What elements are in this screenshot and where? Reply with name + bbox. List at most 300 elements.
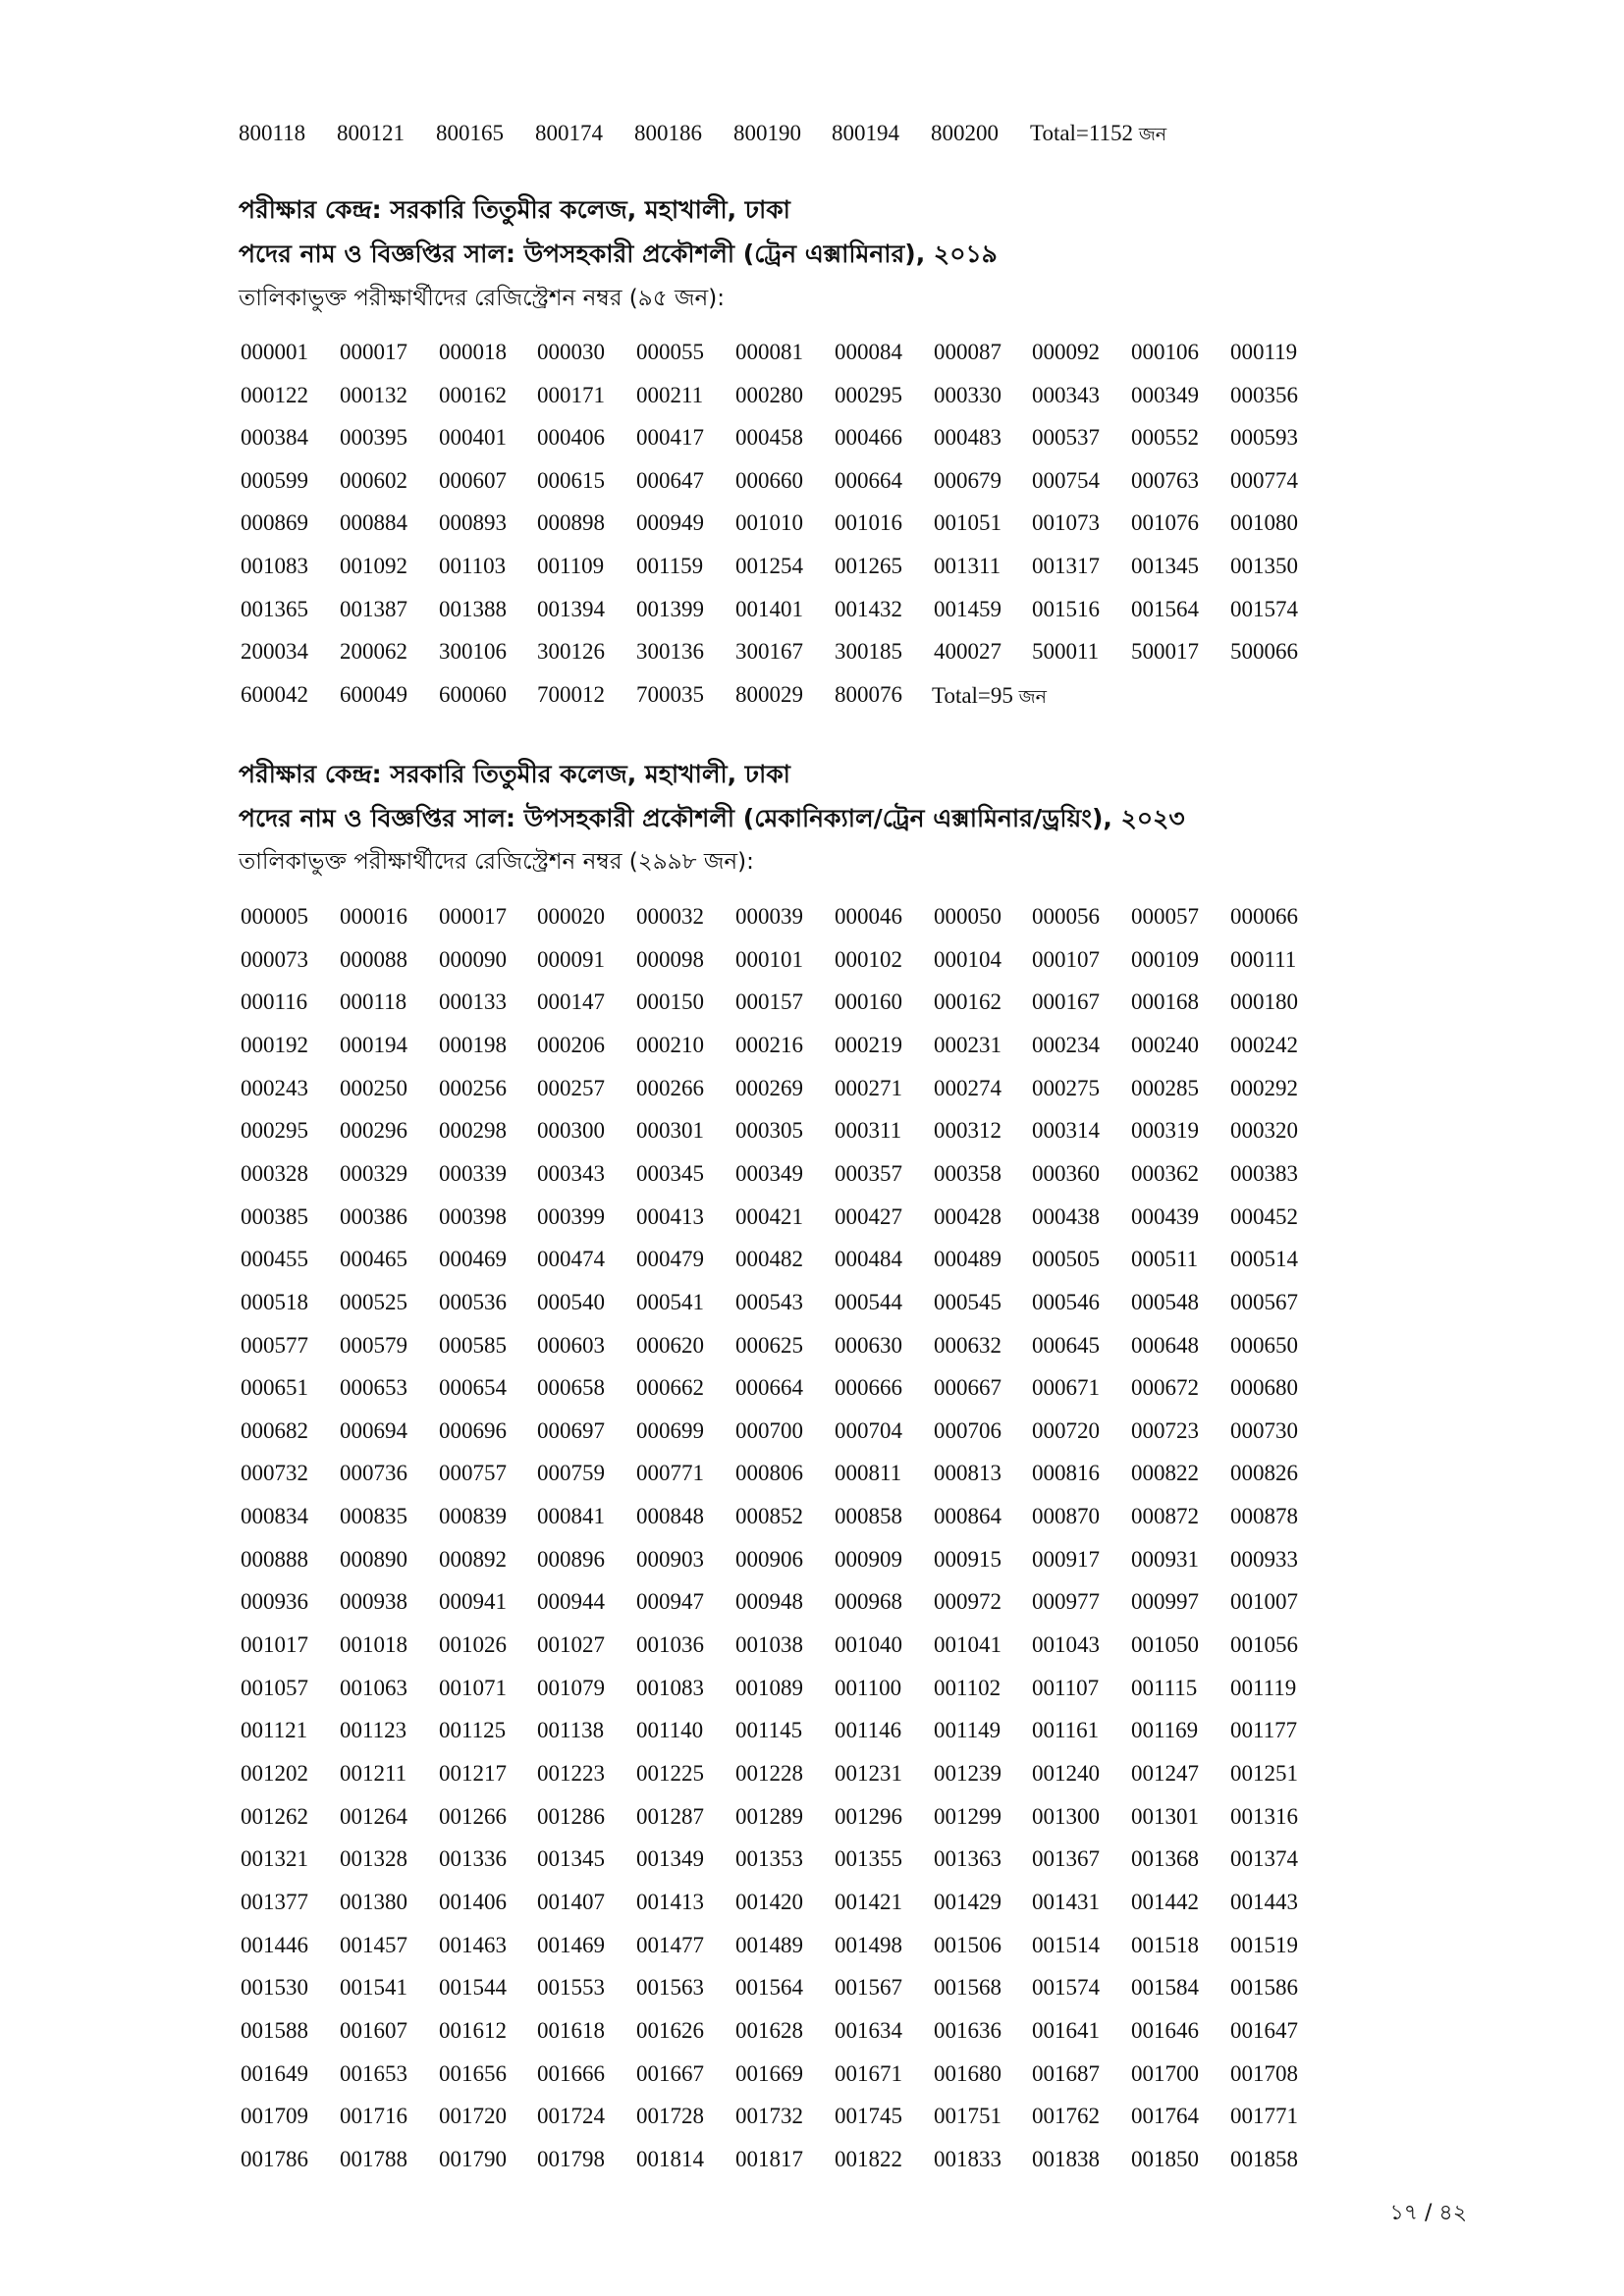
registration-number: 000399 <box>537 1203 605 1229</box>
registration-number: 000329 <box>340 1160 407 1186</box>
registration-number: 001574 <box>1032 1975 1100 2001</box>
registration-number: 000421 <box>735 1203 803 1229</box>
registration-number: 000343 <box>537 1160 605 1186</box>
registration-number: 001040 <box>835 1632 902 1658</box>
registration-number: 000936 <box>241 1589 308 1615</box>
registration-number: 000813 <box>934 1461 1001 1486</box>
registration-number: 001588 <box>241 2017 308 2043</box>
registration-number: 000771 <box>636 1461 704 1486</box>
registration-number: 000269 <box>735 1075 803 1100</box>
registration-number: 300106 <box>439 639 507 665</box>
registration-number: 000339 <box>439 1160 507 1186</box>
registration-number: 001107 <box>1032 1675 1100 1700</box>
registration-number: 000625 <box>735 1332 803 1358</box>
registration-number: 000816 <box>1032 1461 1100 1486</box>
registration-number: 001217 <box>439 1761 507 1786</box>
registration-number: 000452 <box>1230 1203 1298 1229</box>
registration-number: 000102 <box>835 946 902 972</box>
registration-number: 001709 <box>241 2104 308 2129</box>
registration-number: 000536 <box>439 1289 507 1314</box>
registration-number: 000242 <box>1230 1032 1298 1057</box>
registration-number: 000050 <box>934 904 1001 929</box>
registration-number: 500066 <box>1230 639 1298 665</box>
registration-number: 000653 <box>340 1375 407 1401</box>
registration-number: 800029 <box>735 681 803 707</box>
registration-number: 001317 <box>1032 554 1100 578</box>
registration-number: 000295 <box>835 382 902 407</box>
registration-number: 000413 <box>636 1203 704 1229</box>
registration-number: 001228 <box>735 1761 803 1786</box>
registration-number: 000301 <box>636 1118 704 1144</box>
registration-number: 000546 <box>1032 1289 1100 1314</box>
registration-number: 001036 <box>636 1632 704 1658</box>
registration-number: 001457 <box>340 1932 407 1957</box>
registration-number: 001301 <box>1131 1803 1199 1829</box>
registration-number: 000111 <box>1230 946 1297 972</box>
registration-number: 001287 <box>636 1803 704 1829</box>
registration-number: 001239 <box>934 1761 1001 1786</box>
registration-number: 001432 <box>835 596 902 621</box>
registration-number: 000593 <box>1230 425 1298 451</box>
registration-number: 000311 <box>835 1118 902 1144</box>
registration-number: 001041 <box>934 1632 1001 1658</box>
registration-number: 001018 <box>340 1632 407 1658</box>
registration-number: 000667 <box>934 1375 1001 1401</box>
registration-number: 001817 <box>735 2146 803 2171</box>
registration-number: 000682 <box>241 1417 308 1443</box>
registration-number: 000349 <box>735 1160 803 1186</box>
registration-number: 000870 <box>1032 1504 1100 1529</box>
registration-number: 000458 <box>735 425 803 451</box>
registration-number: 800121 <box>337 121 405 145</box>
registration-number: 001406 <box>439 1889 507 1914</box>
registration-number: 001724 <box>537 2104 605 2129</box>
registration-number: 001380 <box>340 1889 407 1914</box>
registration-number: 001541 <box>340 1975 407 2001</box>
registration-number: 000231 <box>934 1032 1001 1057</box>
registration-number: 001489 <box>735 1932 803 1957</box>
post-name-heading: পদের নাম ও বিজ্ঞপ্তির সাল: উপসহকারী প্রকৌশলী (ট্রেন এক্সামিনার), ২০১৯ <box>239 240 998 268</box>
registration-number: 000806 <box>735 1461 803 1486</box>
registration-number: 001286 <box>537 1803 605 1829</box>
registration-number: 001262 <box>241 1803 308 1829</box>
registration-number: 001567 <box>835 1975 902 2001</box>
registration-number: 000537 <box>1032 425 1100 451</box>
registration-number: 300126 <box>537 639 605 665</box>
registration-number: 001680 <box>934 2060 1001 2086</box>
registration-number: 001514 <box>1032 1932 1100 1957</box>
registration-number: 000893 <box>439 510 507 536</box>
registration-number: 001076 <box>1131 510 1199 536</box>
registration-number: 001027 <box>537 1632 605 1658</box>
registration-number: 000732 <box>241 1461 308 1486</box>
registration-number: 000540 <box>537 1289 605 1314</box>
registration-number: 400027 <box>934 639 1001 665</box>
registration-number: 000577 <box>241 1332 308 1358</box>
registration-number: 001628 <box>735 2017 803 2043</box>
registration-number: 600042 <box>241 681 308 707</box>
registration-number: 000858 <box>835 1504 902 1529</box>
registration-number: 001653 <box>340 2060 407 2086</box>
registration-number: 000298 <box>439 1118 507 1144</box>
registration-number: 000106 <box>1131 340 1199 364</box>
registration-number: 001121 <box>241 1718 308 1743</box>
registration-number: 001109 <box>537 554 605 578</box>
registration-number: 000005 <box>241 904 308 929</box>
registration-number: 000386 <box>340 1203 407 1229</box>
registration-number: 000296 <box>340 1118 407 1144</box>
registration-number: 001649 <box>241 2060 308 2086</box>
registration-number: 000384 <box>241 425 308 451</box>
registration-list-label: তালিকাভুক্ত পরীক্ষার্থীদের রেজিস্ট্রেশন নম্বর (৯৫ জন): <box>239 286 725 311</box>
registration-number: 000395 <box>340 425 407 451</box>
registration-number: 001850 <box>1131 2146 1199 2171</box>
registration-number: 000243 <box>241 1075 308 1100</box>
registration-number: 000479 <box>636 1247 704 1272</box>
registration-number: 000345 <box>636 1160 704 1186</box>
registration-number: 000647 <box>636 467 704 493</box>
registration-number: 000073 <box>241 946 308 972</box>
registration-number: 000118 <box>340 989 407 1015</box>
registration-number: 000841 <box>537 1504 605 1529</box>
registration-number: 000020 <box>537 904 605 929</box>
registration-number: 000090 <box>439 946 507 972</box>
registration-number: 000567 <box>1230 1289 1298 1314</box>
registration-number: 000292 <box>1230 1075 1298 1100</box>
registration-number: 000210 <box>636 1032 704 1057</box>
registration-number: 000055 <box>636 340 704 364</box>
registration-number: 000362 <box>1131 1160 1199 1186</box>
registration-number: 000548 <box>1131 1289 1199 1314</box>
registration-number: 001251 <box>1230 1761 1298 1786</box>
registration-number: 000081 <box>735 340 803 364</box>
registration-number: 000658 <box>537 1375 605 1401</box>
registration-number: 001149 <box>934 1718 1001 1743</box>
registration-number: 001612 <box>439 2017 507 2043</box>
registration-number: 001463 <box>439 1932 507 1957</box>
registration-number: 800118 <box>239 121 306 145</box>
registration-number: 000884 <box>340 510 407 536</box>
registration-number: 000406 <box>537 425 605 451</box>
registration-number: 001119 <box>1230 1675 1297 1700</box>
registration-number: 000300 <box>537 1118 605 1144</box>
registration-number: 001564 <box>1131 596 1199 621</box>
registration-number: 000602 <box>340 467 407 493</box>
registration-number: 000312 <box>934 1118 1001 1144</box>
registration-number: 000915 <box>934 1546 1001 1572</box>
registration-number: 000358 <box>934 1160 1001 1186</box>
registration-number: 000107 <box>1032 946 1100 972</box>
registration-number: 001355 <box>835 1846 902 1872</box>
registration-number: 001716 <box>340 2104 407 2129</box>
registration-number: 001159 <box>636 554 704 578</box>
registration-number: 001764 <box>1131 2104 1199 2129</box>
registration-number: 000848 <box>636 1504 704 1529</box>
registration-number: 001223 <box>537 1761 605 1786</box>
registration-number: 000839 <box>439 1504 507 1529</box>
registration-number: 001786 <box>241 2146 308 2171</box>
registration-number: 000720 <box>1032 1417 1100 1443</box>
registration-number: 000544 <box>835 1289 902 1314</box>
registration-number: 001254 <box>735 554 803 578</box>
registration-number: 000654 <box>439 1375 507 1401</box>
registration-number: 000275 <box>1032 1075 1100 1100</box>
registration-number: 000968 <box>835 1589 902 1615</box>
registration-number: 001092 <box>340 554 407 578</box>
registration-number: 001311 <box>934 554 1001 578</box>
registration-number: 000909 <box>835 1546 902 1572</box>
registration-number: 001459 <box>934 596 1001 621</box>
registration-number: 001838 <box>1032 2146 1100 2171</box>
registration-number: 001666 <box>537 2060 605 2086</box>
registration-number: 001123 <box>340 1718 407 1743</box>
registration-number: 000632 <box>934 1332 1001 1358</box>
registration-number: 000474 <box>537 1247 605 1272</box>
registration-number: 000357 <box>835 1160 902 1186</box>
registration-number: 001247 <box>1131 1761 1199 1786</box>
registration-number: 001518 <box>1131 1932 1199 1957</box>
registration-number: 001345 <box>537 1846 605 1872</box>
registration-number: 000482 <box>735 1247 803 1272</box>
registration-number: 000147 <box>537 989 605 1015</box>
registration-number: 001374 <box>1230 1846 1298 1872</box>
registration-number: 001146 <box>835 1718 902 1743</box>
registration-number: 001720 <box>439 2104 507 2129</box>
registration-number: 000607 <box>439 467 507 493</box>
registration-number: 001394 <box>537 596 605 621</box>
registration-number: 001634 <box>835 2017 902 2043</box>
registration-number: 000662 <box>636 1375 704 1401</box>
registration-number: 000525 <box>340 1289 407 1314</box>
registration-number: 001506 <box>934 1932 1001 1957</box>
registration-number: 000168 <box>1131 989 1199 1015</box>
registration-number: 001646 <box>1131 2017 1199 2043</box>
registration-number: 000398 <box>439 1203 507 1229</box>
registration-number: 000017 <box>340 340 407 364</box>
registration-number: 000234 <box>1032 1032 1100 1057</box>
registration-number: 001007 <box>1230 1589 1298 1615</box>
registration-number: 001626 <box>636 2017 704 2043</box>
registration-number: 000949 <box>636 510 704 536</box>
registration-number: 000030 <box>537 340 605 364</box>
registration-number: 001169 <box>1131 1718 1199 1743</box>
registration-number: 001365 <box>241 596 308 621</box>
registration-number: 001667 <box>636 2060 704 2086</box>
registration-number: 000696 <box>439 1417 507 1443</box>
registration-number: 000585 <box>439 1332 507 1358</box>
registration-number: 001328 <box>340 1846 407 1872</box>
registration-number: 000091 <box>537 946 605 972</box>
registration-number: 500017 <box>1131 639 1199 665</box>
registration-number: 001083 <box>241 554 308 578</box>
registration-number: 001388 <box>439 596 507 621</box>
registration-number: 000257 <box>537 1075 605 1100</box>
registration-number: 200034 <box>241 639 308 665</box>
registration-number: 000150 <box>636 989 704 1015</box>
registration-number: 000484 <box>835 1247 902 1272</box>
registration-number: 000295 <box>241 1118 308 1144</box>
registration-list-label: তালিকাভুক্ত পরীক্ষার্থীদের রেজিস্ট্রেশন নম্বর (২৯৯৮ জন): <box>239 849 754 875</box>
registration-number: 300167 <box>735 639 803 665</box>
registration-number: 000648 <box>1131 1332 1199 1358</box>
registration-number: 001138 <box>537 1718 605 1743</box>
registration-number: 000274 <box>934 1075 1001 1100</box>
registration-number: 001336 <box>439 1846 507 1872</box>
registration-number: 001080 <box>1230 510 1298 536</box>
registration-number: 000216 <box>735 1032 803 1057</box>
registration-number: 001345 <box>1131 554 1199 578</box>
registration-number: 001300 <box>1032 1803 1100 1829</box>
registration-number: 000666 <box>835 1375 902 1401</box>
registration-number: 001586 <box>1230 1975 1298 2001</box>
registration-number: 001057 <box>241 1675 308 1700</box>
registration-number: 001140 <box>636 1718 704 1743</box>
registration-number: 001564 <box>735 1975 803 2001</box>
registration-number: 001363 <box>934 1846 1001 1872</box>
registration-number: 000016 <box>340 904 407 929</box>
registration-number: 001814 <box>636 2146 704 2171</box>
registration-number: 000084 <box>835 340 902 364</box>
registration-number: 000198 <box>439 1032 507 1057</box>
registration-number: 001407 <box>537 1889 605 1914</box>
registration-number: 000133 <box>439 989 507 1015</box>
registration-number: 001100 <box>835 1675 902 1700</box>
registration-number: 000947 <box>636 1589 704 1615</box>
registration-number: 001498 <box>835 1932 902 1957</box>
registration-number: 000057 <box>1131 904 1199 929</box>
registration-number: 000620 <box>636 1332 704 1358</box>
registration-number: 000119 <box>1230 340 1298 364</box>
registration-number: 000543 <box>735 1289 803 1314</box>
registration-number: 000466 <box>835 425 902 451</box>
registration-number: 000645 <box>1032 1332 1100 1358</box>
registration-number: 000650 <box>1230 1332 1298 1358</box>
registration-number: 001377 <box>241 1889 308 1914</box>
registration-number: 000285 <box>1131 1075 1199 1100</box>
registration-number: 800165 <box>436 121 504 145</box>
registration-number: 000545 <box>934 1289 1001 1314</box>
registration-number: 000514 <box>1230 1247 1298 1272</box>
registration-number: 001771 <box>1230 2104 1298 2129</box>
registration-number: 000671 <box>1032 1375 1100 1401</box>
registration-number: 001010 <box>735 510 803 536</box>
registration-number: 000018 <box>439 340 507 364</box>
registration-number: 001401 <box>735 596 803 621</box>
registration-number: 000109 <box>1131 946 1199 972</box>
registration-number: 500011 <box>1032 639 1100 665</box>
registration-number: 000579 <box>340 1332 407 1358</box>
registration-number: 001728 <box>636 2104 704 2129</box>
registration-number: 000852 <box>735 1504 803 1529</box>
registration-number: 001790 <box>439 2146 507 2171</box>
registration-number: 000672 <box>1131 1375 1199 1401</box>
registration-number: 001289 <box>735 1803 803 1829</box>
registration-number: 000933 <box>1230 1546 1298 1572</box>
registration-number: 001530 <box>241 1975 308 2001</box>
registration-number: 000931 <box>1131 1546 1199 1572</box>
registration-number: 000552 <box>1131 425 1199 451</box>
registration-number: 800194 <box>832 121 899 145</box>
registration-number: 001421 <box>835 1889 902 1914</box>
registration-number: 001071 <box>439 1675 507 1700</box>
registration-number: 000977 <box>1032 1589 1100 1615</box>
registration-number: 000826 <box>1230 1461 1298 1486</box>
registration-number: 001563 <box>636 1975 704 2001</box>
registration-number: 000878 <box>1230 1504 1298 1529</box>
registration-number: 001316 <box>1230 1803 1298 1829</box>
registration-number: 001225 <box>636 1761 704 1786</box>
registration-number: 001858 <box>1230 2146 1298 2171</box>
registration-number: 000314 <box>1032 1118 1100 1144</box>
registration-number: 800174 <box>535 121 603 145</box>
registration-number: 000469 <box>439 1247 507 1272</box>
registration-number: 001145 <box>735 1718 803 1743</box>
registration-number: 000834 <box>241 1504 308 1529</box>
registration-number: 000330 <box>934 382 1001 407</box>
registration-number: 000890 <box>340 1546 407 1572</box>
registration-number: 000160 <box>835 989 902 1015</box>
registration-number: 001687 <box>1032 2060 1100 2086</box>
registration-number: 000439 <box>1131 1203 1199 1229</box>
registration-number: 001125 <box>439 1718 507 1743</box>
registration-number: 001516 <box>1032 596 1100 621</box>
registration-number: 000505 <box>1032 1247 1100 1272</box>
registration-number: 000630 <box>835 1332 902 1358</box>
registration-number: 001367 <box>1032 1846 1100 1872</box>
registration-number: 000056 <box>1032 904 1100 929</box>
registration-number: 000280 <box>735 382 803 407</box>
registration-number: 001413 <box>636 1889 704 1914</box>
registration-number: 800190 <box>733 121 801 145</box>
registration-number: 001299 <box>934 1803 1001 1829</box>
registration-number: 000122 <box>241 382 308 407</box>
registration-number: 000266 <box>636 1075 704 1100</box>
registration-number: 600049 <box>340 681 407 707</box>
registration-number: 000699 <box>636 1417 704 1443</box>
registration-number: 001102 <box>934 1675 1001 1700</box>
registration-number: 000465 <box>340 1247 407 1272</box>
registration-number: 001296 <box>835 1803 902 1829</box>
registration-number: 000428 <box>934 1203 1001 1229</box>
registration-number: 000116 <box>241 989 308 1015</box>
registration-number: 000892 <box>439 1546 507 1572</box>
registration-number: 001368 <box>1131 1846 1199 1872</box>
registration-number: 001751 <box>934 2104 1001 2129</box>
registration-number: 001103 <box>439 554 507 578</box>
registration-number: 001833 <box>934 2146 1001 2171</box>
registration-number: 001177 <box>1230 1718 1298 1743</box>
registration-number: 000864 <box>934 1504 1001 1529</box>
registration-number: 000723 <box>1131 1417 1199 1443</box>
registration-number: 000700 <box>735 1417 803 1443</box>
registration-number: 000903 <box>636 1546 704 1572</box>
registration-number: 000098 <box>636 946 704 972</box>
registration-number: 001443 <box>1230 1889 1298 1914</box>
registration-number: 000997 <box>1131 1589 1199 1615</box>
registration-number: 000319 <box>1131 1118 1199 1144</box>
registration-number: 000132 <box>340 382 407 407</box>
registration-number: 000763 <box>1131 467 1199 493</box>
registration-number: 000869 <box>241 510 308 536</box>
registration-number: 001073 <box>1032 510 1100 536</box>
registration-number: 000811 <box>835 1461 902 1486</box>
registration-number: 000680 <box>1230 1375 1298 1401</box>
registration-number: 000032 <box>636 904 704 929</box>
registration-number: 001321 <box>241 1846 308 1872</box>
registration-number: 001798 <box>537 2146 605 2171</box>
registration-number: 001442 <box>1131 1889 1199 1914</box>
registration-number: 000822 <box>1131 1461 1199 1486</box>
